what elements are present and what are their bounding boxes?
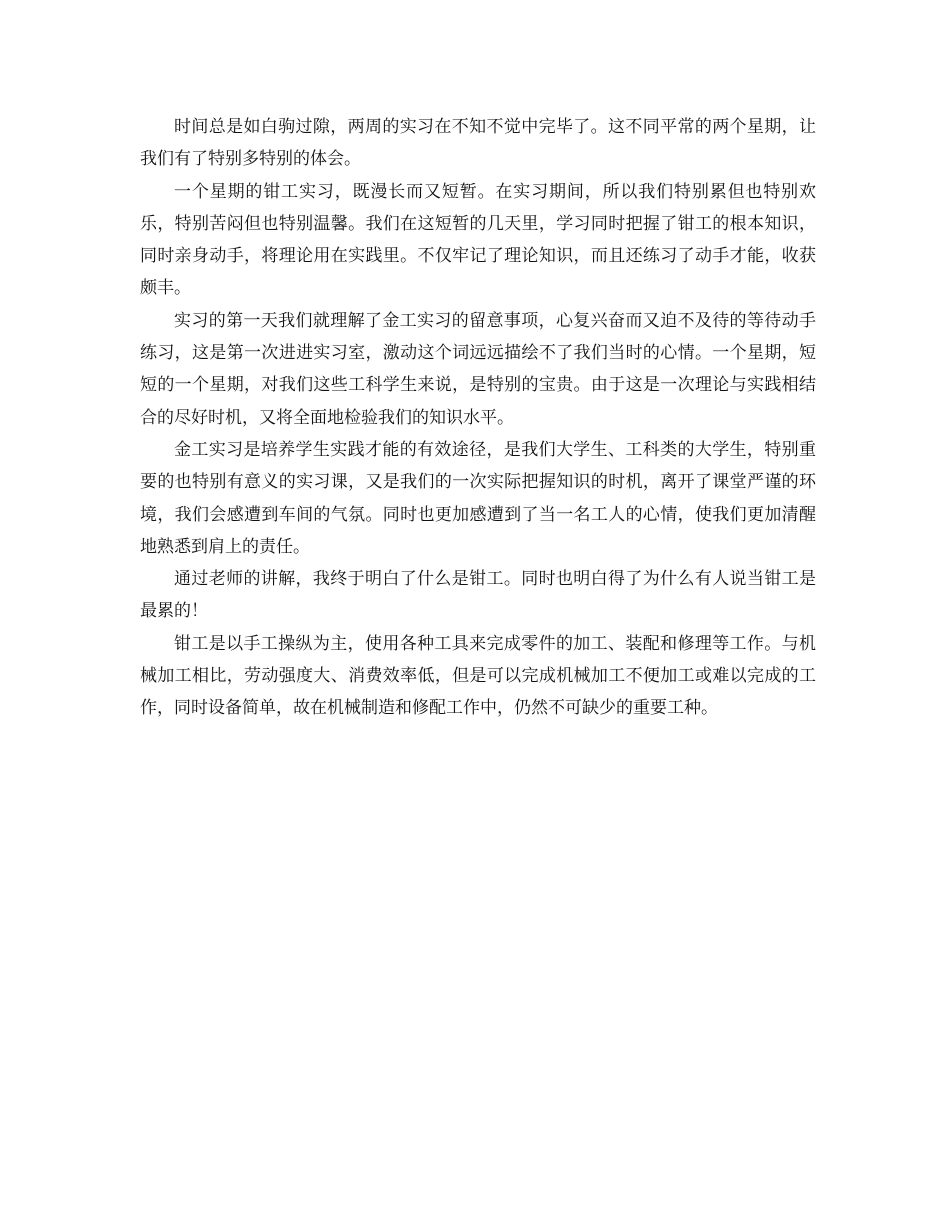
paragraph-6: 钳工是以手工操纵为主，使用各种工具来完成零件的加工、装配和修理等工作。与机械加工相比，劳动强度大、消费效率低，但是可以完成机械加工不便加工或难以完成的工作，同时设备简单，故在机械制造和修配工作中，仍然不可缺少的重要工种。 xyxy=(140,633,816,719)
document-body xyxy=(140,111,816,725)
paragraph-5: 通过老师的讲解，我终于明白了什么是钳工。同时也明白得了为什么有人说当钳工是最累的！ xyxy=(140,569,816,622)
paragraph-2: 一个星期的钳工实习，既漫长而又短暂。在实习期间，所以我们特别累但也特别欢乐，特别苦闷但也特别温馨。我们在这短暂的几天里，学习同时把握了钳工的根本知识，同时亲身动手，将理论用在实践里。不仅牢记了理论知识，而且还练习了动手才能，收获颇丰。 xyxy=(140,181,816,299)
paragraph-1: 时间总是如白驹过隙，两周的实习在不知不觉中完毕了。这不同平常的两个星期，让我们有了特别多特别的体会。 xyxy=(140,117,816,170)
paragraph-4: 金工实习是培养学生实践才能的有效途径，是我们大学生、工科类的大学生，特别重要的也特别有意义的实习课，又是我们的一次实际把握知识的时机，离开了课堂严谨的环境，我们会感遭到车间的气氛。同时也更加感遭到了当一名工人的心情，使我们更加清醒地熟悉到肩上的责任。 xyxy=(140,439,816,557)
paragraph-3: 实习的第一天我们就理解了金工实习的留意事项，心复兴奋而又迫不及待的等待动手练习，这是第一次进进实习室，激动这个词远远描绘不了我们当时的心情。一个星期，短短的一个星期，对我们这些工科学生来说，是特别的宝贵。由于这是一次理论与实践相结合的尽好时机，又将全面地检验我们的知识水平。 xyxy=(140,310,816,428)
